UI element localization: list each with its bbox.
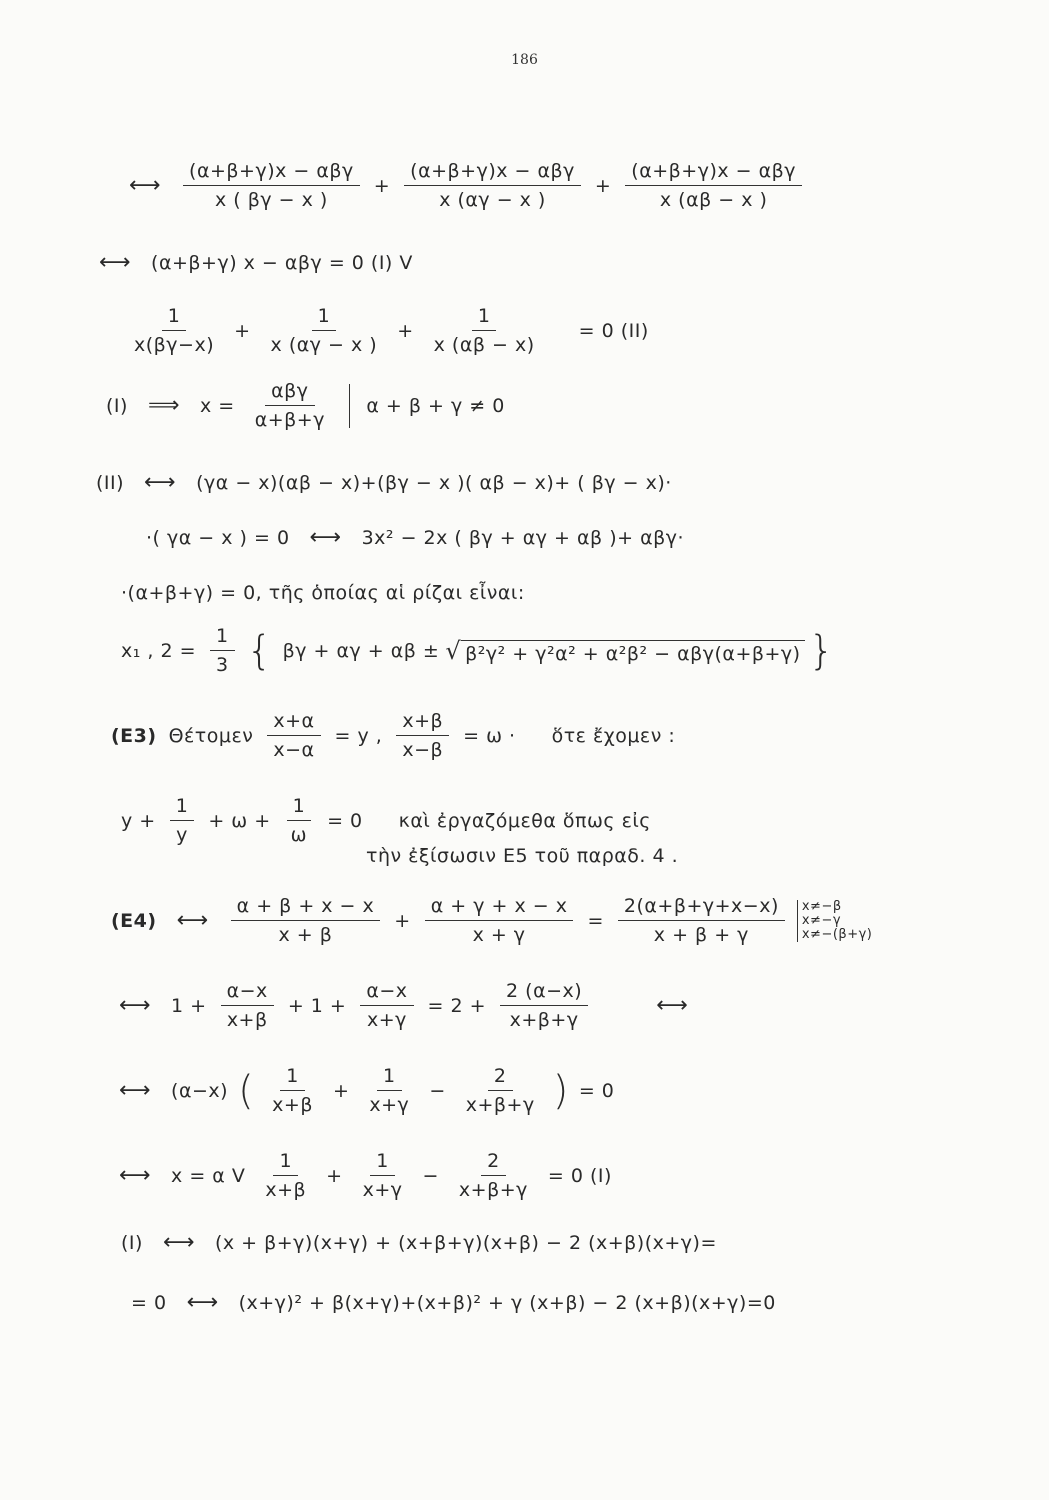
equation-text: βγ + αγ + αβ ± <box>282 639 440 662</box>
numerator: 1 <box>162 305 187 331</box>
equation-text: = 0 <box>327 809 363 832</box>
denominator: x+β+γ <box>458 1179 528 1201</box>
equivalence-arrow: ⟷ <box>99 250 132 275</box>
implies-arrow: ⟹ <box>147 393 180 418</box>
numerator: 2 <box>481 1150 506 1176</box>
denominator: ω <box>290 824 308 846</box>
equation-text: = 0 <box>131 1291 167 1314</box>
denominator: x (αγ − x ) <box>270 334 378 356</box>
denominator: α+β+γ <box>254 409 325 431</box>
fraction <box>425 895 574 946</box>
numerator: (α+β+γ)x − αβγ <box>183 160 360 186</box>
equation-text: 3x² − 2x ( βγ + αγ + αβ )+ αβγ· <box>361 526 684 549</box>
denominator: x (αγ − x ) <box>439 189 546 211</box>
fraction <box>231 895 381 946</box>
denominator: x(βγ−x) <box>134 334 215 356</box>
fraction <box>210 625 235 676</box>
numerator: 1 <box>287 795 312 821</box>
numerator: 1 <box>377 1065 402 1091</box>
equation-row-4 <box>100 380 511 431</box>
equation-text: + 1 + <box>287 994 347 1017</box>
fraction <box>249 380 331 431</box>
denominator: x−β <box>402 739 444 761</box>
numerator: α + γ + x − x <box>425 895 574 921</box>
denominator: x+β+γ <box>509 1009 579 1031</box>
fraction <box>259 1150 312 1201</box>
equation-row-10 <box>115 795 657 846</box>
fraction <box>221 980 274 1031</box>
operator: + <box>394 909 411 932</box>
operator: = <box>587 909 604 932</box>
conditions-list <box>797 900 873 942</box>
fraction <box>183 160 360 211</box>
equation-row-1 <box>115 160 810 211</box>
equation-text: = ω · <box>463 724 516 747</box>
equation-row-5 <box>90 470 678 495</box>
radicand: β²γ² + γ²α² + α²β² − αβγ(α+β+γ) <box>461 640 804 665</box>
equation-text: x = α V <box>171 1164 246 1187</box>
equation-tail: = 0 (II) <box>578 319 649 342</box>
denominator: y <box>176 824 188 846</box>
operator: + <box>594 174 612 197</box>
denominator: x + γ <box>472 924 526 946</box>
greek-text: τὴν ἐξίσωσιν E5 τοῦ παραδ. 4 . <box>366 845 679 867</box>
fraction <box>500 980 588 1031</box>
equivalence-arrow: ⟷ <box>119 1078 152 1103</box>
numerator: x+β <box>396 710 449 736</box>
condition: x≠−β <box>801 898 842 914</box>
equivalence-arrow: ⟷ <box>176 908 209 933</box>
fraction <box>453 1150 534 1201</box>
numerator: 1 <box>472 305 497 331</box>
equation-row-13 <box>105 980 702 1031</box>
operator: − <box>429 1079 446 1102</box>
numerator: (α+β+γ)x − αβγ <box>625 160 802 186</box>
numerator: α−x <box>221 980 274 1006</box>
numerator: 2 (α−x) <box>500 980 588 1006</box>
fraction <box>396 710 449 761</box>
equation-row-11 <box>360 845 684 867</box>
numerator: 1 <box>273 1150 298 1176</box>
equation-row-2 <box>85 250 419 275</box>
fraction <box>363 1065 415 1116</box>
equation-text: (x+γ)² + β(x+γ)+(x+β)² + γ (x+β) − 2 (x+β)(x+γ)=0 <box>238 1291 776 1314</box>
equation-text: (γα − x)(αβ − x)+(βγ − x )( αβ − x)+ ( βγ − x)· <box>196 471 672 494</box>
denominator: x + β <box>278 924 333 946</box>
denominator: x+γ <box>366 1009 407 1031</box>
denominator: 3 <box>216 654 229 676</box>
equivalence-arrow: ⟷ <box>162 1230 195 1255</box>
equivalence-arrow: ⟷ <box>309 525 342 550</box>
fraction <box>404 160 581 211</box>
equation-text: (α−x) <box>171 1079 229 1102</box>
case-label: (I) <box>106 394 128 417</box>
equivalence-arrow: ⟷ <box>119 993 152 1018</box>
equivalence-arrow: ⟷ <box>186 1290 219 1315</box>
fraction <box>460 1065 541 1116</box>
equation-text: + ω + <box>208 809 271 832</box>
equation-text: ·( γα − x ) = 0 <box>146 526 290 549</box>
denominator: x+β <box>226 1009 268 1031</box>
condition: x≠−(β+γ) <box>801 926 873 942</box>
right-brace: } <box>808 627 835 674</box>
operator: + <box>397 319 414 342</box>
denominator: x (αβ − x ) <box>659 189 768 211</box>
operator: − <box>422 1164 439 1187</box>
denominator: x+γ <box>369 1094 410 1116</box>
denominator: x + β + γ <box>653 924 749 946</box>
equation-row-8 <box>115 625 839 676</box>
fraction <box>265 305 384 356</box>
numerator: 1 <box>210 625 235 651</box>
numerator: αβγ <box>265 380 314 406</box>
equation-text: ·(α+β+γ) = 0, τῆς ὁποίας αἱ ρίζαι εἶναι: <box>121 582 525 604</box>
equation-label: (E3) <box>111 724 157 747</box>
equation-label: (E4) <box>111 909 157 932</box>
fraction <box>360 980 413 1031</box>
equation-row-6 <box>140 525 690 550</box>
equation-text: y + <box>121 809 156 832</box>
equivalence-arrow: ⟷ <box>129 173 162 198</box>
equation-row-17 <box>125 1290 782 1315</box>
fraction <box>625 160 802 211</box>
operator: + <box>373 174 391 197</box>
square-root <box>445 637 804 665</box>
numerator: 1 <box>312 305 337 331</box>
left-brace: { <box>246 627 273 674</box>
equation-text: = 0 <box>578 1079 615 1102</box>
operator: + <box>332 1079 350 1102</box>
equation-row-14 <box>105 1065 620 1116</box>
greek-text: καὶ ἐργαζόμεθα ὅπως εἰς <box>398 809 651 832</box>
fraction <box>266 1065 319 1116</box>
right-paren: ) <box>552 1067 569 1114</box>
numerator: 1 <box>280 1065 305 1091</box>
equation-row-3 <box>120 305 655 356</box>
denominator: x+β <box>272 1094 313 1116</box>
equation-text: 1 + <box>171 994 207 1017</box>
greek-text: ὅτε ἔχομεν : <box>551 724 676 747</box>
equation-lhs: x₁ , 2 = <box>121 639 197 662</box>
equation-row-7 <box>115 582 531 604</box>
equation-text: (α+β+γ) x − αβγ = 0 (I) V <box>151 251 413 274</box>
equation-row-12 <box>105 895 872 946</box>
equation-text: = 2 + <box>427 994 487 1017</box>
fraction <box>357 1150 409 1201</box>
denominator: x+β+γ <box>465 1094 535 1116</box>
case-label: (I) <box>121 1231 143 1254</box>
denominator: x ( βγ − x ) <box>214 189 328 211</box>
equation-row-16 <box>115 1230 723 1255</box>
case-label: (II) <box>96 471 125 494</box>
numerator: (α+β+γ)x − αβγ <box>404 160 581 186</box>
denominator: x−α <box>273 739 315 761</box>
condition: x≠−γ <box>801 912 842 928</box>
greek-text: Θέτομεν <box>168 724 254 747</box>
numerator: 2 <box>488 1065 513 1091</box>
equation-lhs: x = <box>199 394 235 417</box>
numerator: x+α <box>267 710 320 736</box>
equivalence-arrow: ⟷ <box>144 470 177 495</box>
numerator: 1 <box>370 1150 395 1176</box>
fraction <box>618 895 785 946</box>
numerator: 1 <box>170 795 195 821</box>
condition-text: α + β + γ ≠ 0 <box>366 394 505 417</box>
denominator: x+γ <box>362 1179 403 1201</box>
fraction <box>428 305 541 356</box>
equation-text: (x + β+γ)(x+γ) + (x+β+γ)(x+β) − 2 (x+β)(x+γ)= <box>214 1231 717 1254</box>
equation-row-15 <box>105 1150 618 1201</box>
equation-text: = y , <box>334 724 383 747</box>
equation-text: = 0 (I) <box>547 1164 612 1187</box>
left-paren: ( <box>238 1067 255 1114</box>
fraction <box>267 710 320 761</box>
condition-bar <box>349 384 350 428</box>
fraction <box>128 305 220 356</box>
numerator: α−x <box>360 980 413 1006</box>
operator: + <box>234 319 251 342</box>
numerator: 2(α+β+γ+x−x) <box>618 895 785 921</box>
equivalence-arrow: ⟷ <box>119 1163 152 1188</box>
sqrt-icon: √ <box>445 636 462 665</box>
equation-row-9 <box>105 710 681 761</box>
denominator: x (αβ − x) <box>433 334 535 356</box>
numerator: α + β + x − x <box>231 895 381 921</box>
fraction <box>285 795 313 846</box>
denominator: x+β <box>265 1179 307 1201</box>
page-number: 186 <box>511 52 538 68</box>
equivalence-arrow: ⟷ <box>656 993 689 1018</box>
operator: + <box>326 1164 343 1187</box>
fraction <box>170 795 195 846</box>
